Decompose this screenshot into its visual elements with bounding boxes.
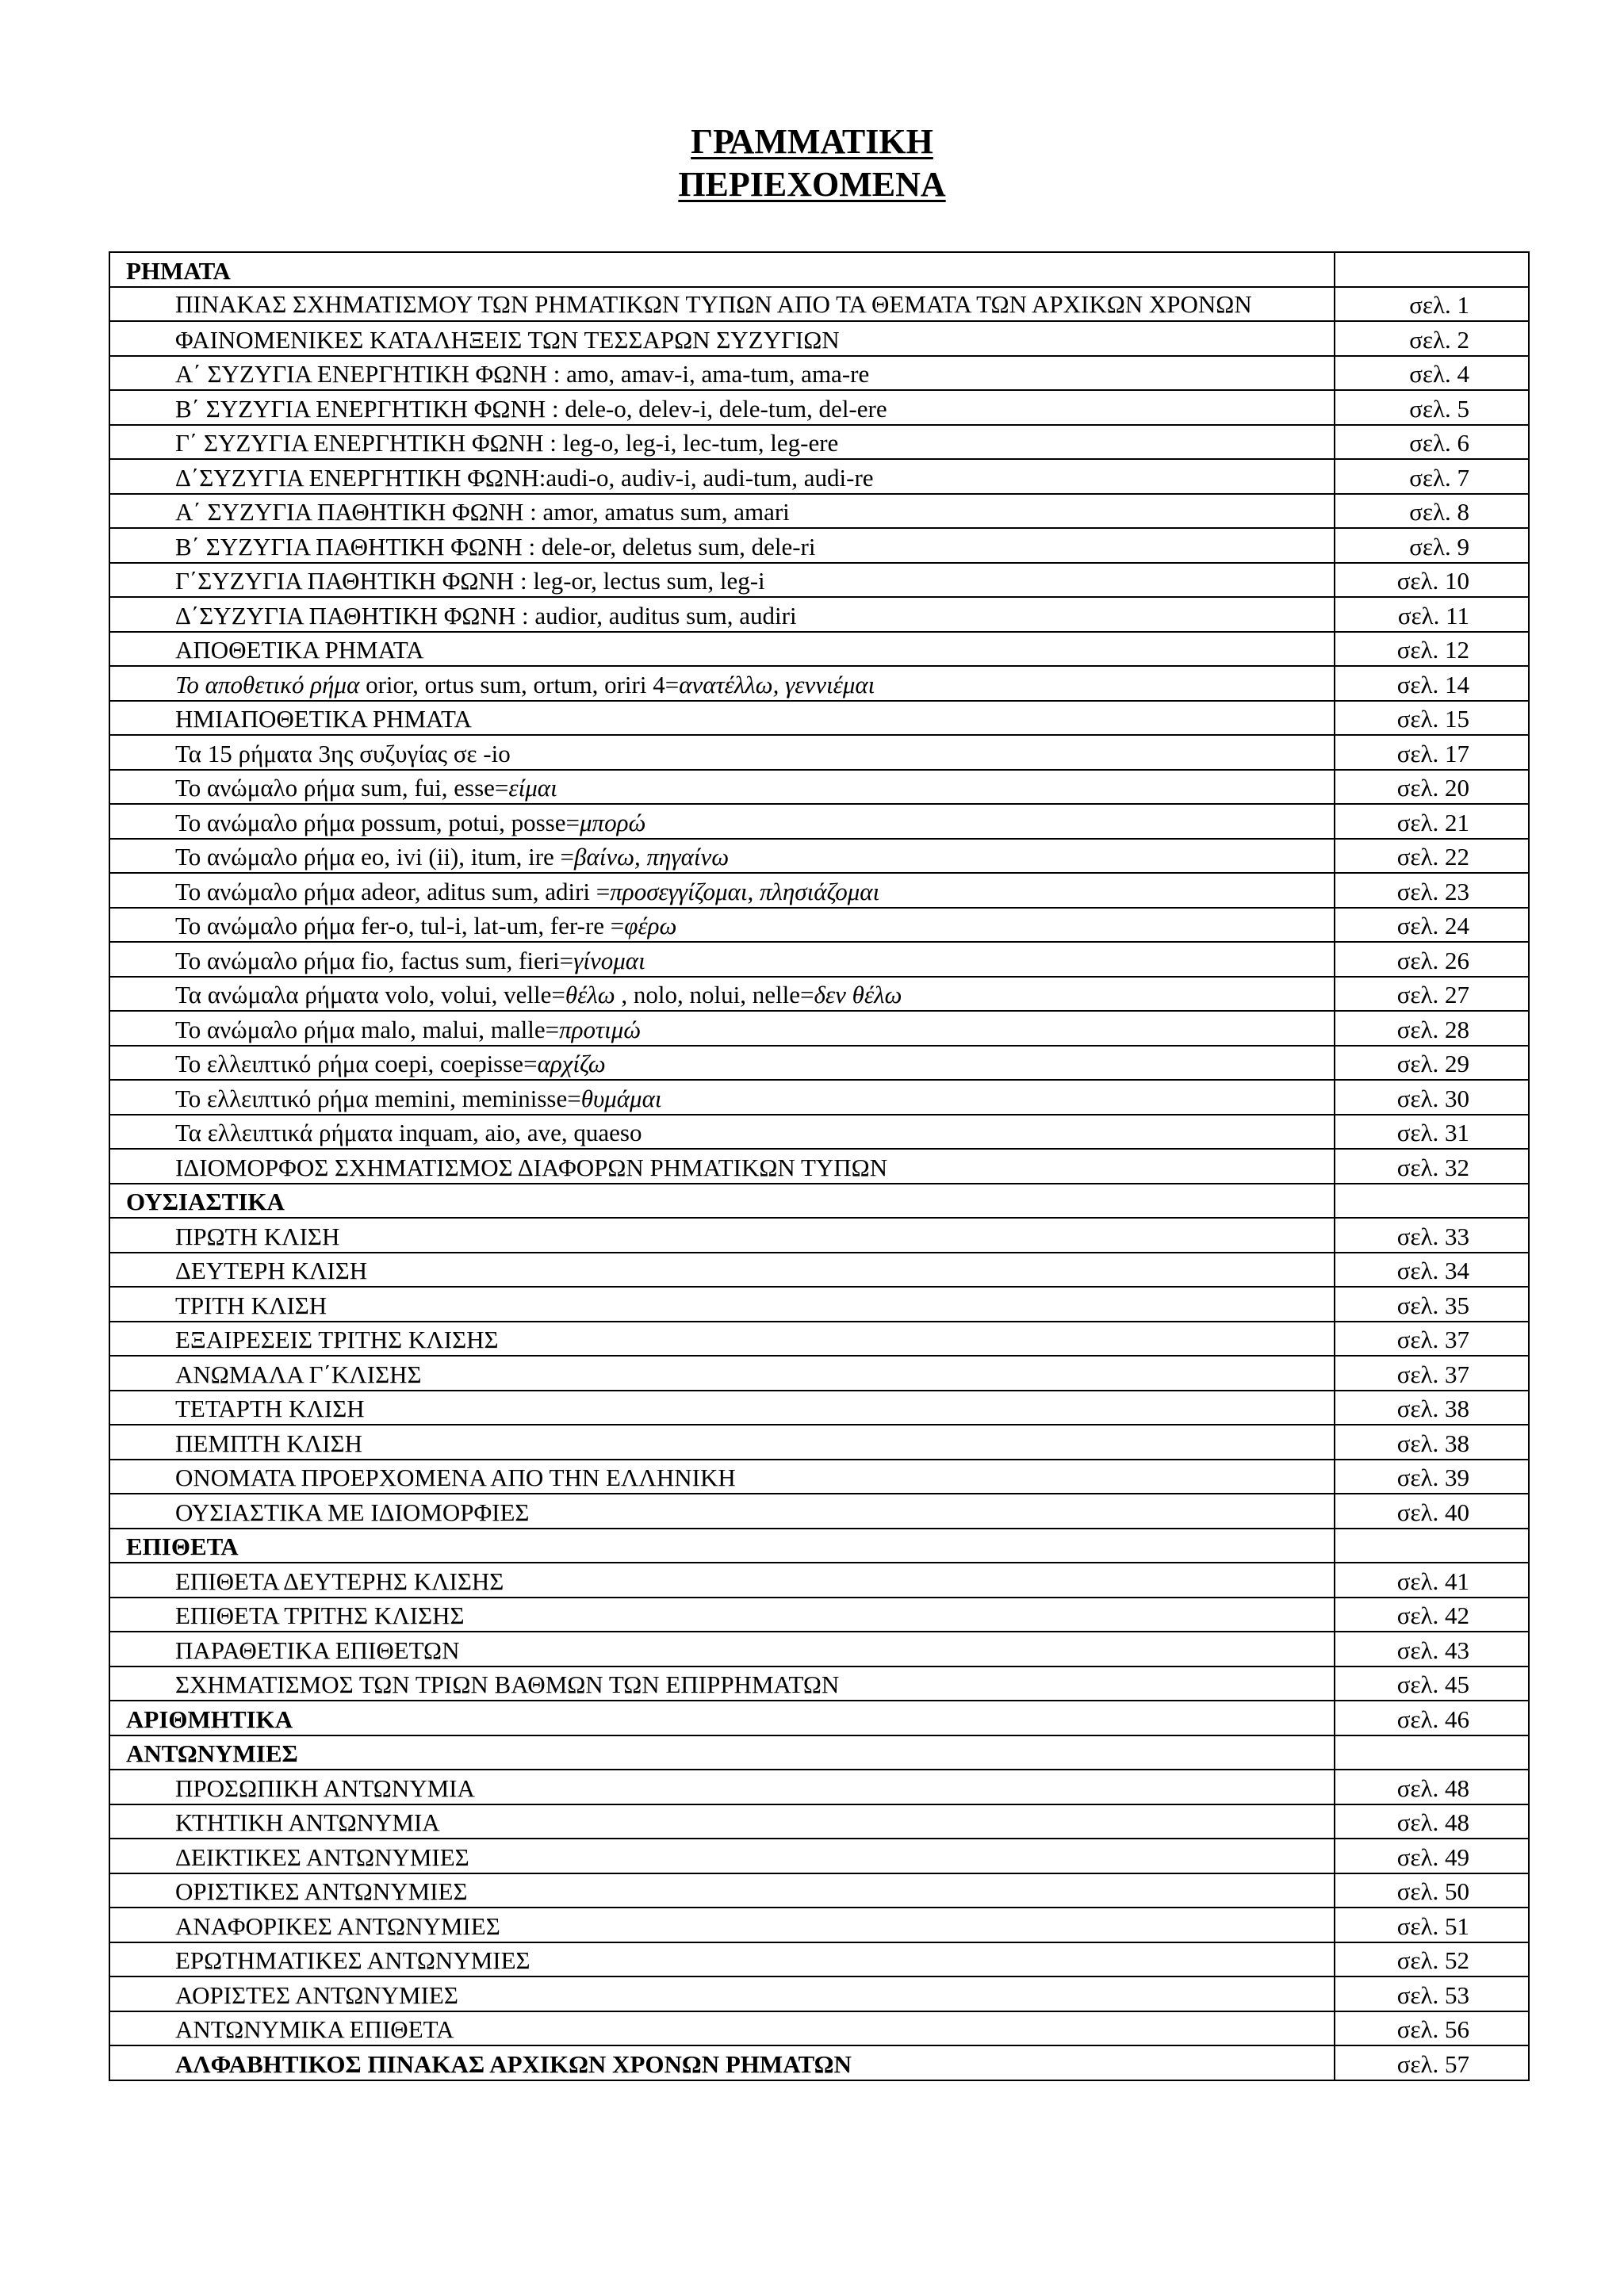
toc-entry-row: [109, 1942, 1529, 1977]
toc-page-number: σελ. 7: [1335, 459, 1529, 494]
toc-page-number: σελ. 39: [1335, 1460, 1529, 1494]
toc-entry-row: [109, 1356, 1529, 1391]
toc-entry-row: [109, 1804, 1529, 1839]
toc-entry-text: ΚΤΗΤΙΚΗ ΑΝΤΩΝΥΜΙΑ: [175, 1808, 440, 1836]
toc-entry-title: [109, 1391, 1335, 1425]
toc-entry-row: [109, 1494, 1529, 1529]
toc-entry-text: Δ΄ΣΥΖΥΓΙΑ ΠΑΘΗΤΙΚΗ ΦΩΝΗ : audior, auditus sum, audiri: [175, 601, 797, 629]
toc-entry-text: Τα ανώμαλα ρήματα volo, volui, velle=: [175, 981, 565, 1008]
toc-entry-row: [109, 390, 1529, 425]
toc-entry-title: [109, 1770, 1335, 1804]
toc-entry-text: ΑΝΑΦΟΡΙΚΕΣ ΑΝΤΩΝΥΜΙΕΣ: [175, 1911, 500, 1940]
toc-page-number: σελ. 4: [1335, 356, 1529, 391]
toc-entry-title: [109, 942, 1335, 977]
toc-page-number: σελ. 15: [1335, 701, 1529, 736]
toc-entry-title: [109, 1080, 1335, 1115]
toc-entry-title: [109, 1287, 1335, 1322]
toc-page-number: σελ. 28: [1335, 1011, 1529, 1046]
toc-page-number: σελ. 43: [1335, 1632, 1529, 1667]
toc-entry-row: [109, 2011, 1529, 2046]
toc-entry-title: [109, 1632, 1335, 1667]
toc-page-number: σελ. 56: [1335, 2011, 1529, 2046]
toc-entry-italic-text: βαίνω, πηγαίνω: [574, 843, 730, 871]
toc-entry-row: [109, 873, 1529, 908]
toc-entry-title: [109, 597, 1335, 632]
toc-entry-row: [109, 1115, 1529, 1150]
toc-entry-title: [109, 1667, 1335, 1701]
toc-page-number: σελ. 50: [1335, 1873, 1529, 1908]
toc-entry-row: [109, 1770, 1529, 1804]
toc-entry-text: Το ανώμαλο ρήμα fer-o, tul-i, lat-um, fer-re =: [175, 912, 625, 939]
toc-entry-text: Γ΄ ΣΥΖΥΓΙΑ ΕΝΕΡΓΗΤΙΚΗ ΦΩΝΗ : leg-o, leg-i, lec-tum, leg-ere: [175, 429, 839, 457]
toc-entry-text: Γ΄ΣΥΖΥΓΙΑ ΠΑΘΗΤΙΚΗ ΦΩΝΗ : leg-or, lectus sum, leg-i: [175, 567, 765, 595]
toc-entry-italic-text: προτιμώ: [559, 1015, 641, 1043]
toc-entry-row: [109, 1908, 1529, 1942]
toc-entry-text: Το ανώμαλο ρήμα fio, factus sum, fieri=: [175, 946, 574, 974]
toc-entry-title: [109, 873, 1335, 908]
toc-page-number: σελ. 49: [1335, 1839, 1529, 1873]
toc-entry-text: Το ανώμαλο ρήμα adeor, aditus sum, adiri =: [175, 877, 611, 905]
toc-entry-text: Β΄ ΣΥΖΥΓΙΑ ΠΑΘΗΤΙΚΗ ΦΩΝΗ : dele-or, deletus sum, dele-ri: [175, 532, 816, 561]
toc-page-number: σελ. 27: [1335, 977, 1529, 1012]
toc-entry-text: ΠΕΜΠΤΗ ΚΛΙΣΗ: [175, 1429, 362, 1457]
toc-entry-title: [109, 770, 1335, 805]
toc-page-number: σελ. 26: [1335, 942, 1529, 977]
toc-entry-row: [109, 770, 1529, 805]
toc-body: [109, 252, 1529, 2080]
toc-page-number: σελ. 9: [1335, 528, 1529, 563]
toc-entry-italic-text: Το αποθετικό ρήμα: [175, 670, 360, 698]
toc-entry-text: ΦΑΙΝΟΜΕΝΙΚΕΣ ΚΑΤΑΛΗΞΕΙΣ ΤΩΝ ΤΕΣΣΑΡΩΝ ΣΥΖΥΓΙΩΝ: [175, 325, 840, 354]
toc-page-number: σελ. 1: [1335, 287, 1529, 322]
toc-entry-text: Α΄ ΣΥΖΥΓΙΑ ΕΝΕΡΓΗΤΙΚΗ ΦΩΝΗ : amo, amav-i, ama-tum, ama-re: [175, 360, 870, 388]
toc-entry-row: [109, 1632, 1529, 1667]
toc-page-number: σελ. 32: [1335, 1149, 1529, 1184]
toc-entry-italic-text: θέλω: [565, 981, 615, 1008]
toc-entry-text: ΑΝΤΩΝΥΜΙΚΑ ΕΠΙΘΕΤΑ: [175, 2015, 454, 2043]
toc-entry-row: [109, 839, 1529, 874]
toc-page-number: σελ. 52: [1335, 1942, 1529, 1977]
toc-section-row: [109, 1735, 1529, 1770]
toc-entry-italic-text: αρχίζω: [537, 1050, 606, 1077]
toc-entry-italic-text: ανατέλλω, γεννιέμαι: [679, 670, 875, 698]
title-block: [0, 121, 1624, 206]
toc-entry-row: [109, 942, 1529, 977]
toc-entry-title: [109, 804, 1335, 839]
toc-entry-title: [109, 1115, 1335, 1150]
toc-entry-text: , nolo, nolui, nelle=: [615, 981, 814, 1008]
toc-page-number: σελ. 14: [1335, 666, 1529, 701]
toc-entry-row: [109, 321, 1529, 356]
toc-entry-text: Το ανώμαλο ρήμα possum, potui, posse=: [175, 808, 580, 836]
toc-entry-text: ΤΕΤΑΡΤΗ ΚΛΙΣΗ: [175, 1395, 365, 1422]
toc-page-number: σελ. 51: [1335, 1908, 1529, 1942]
toc-entry-title: [109, 1322, 1335, 1357]
toc-entry-title: [109, 1046, 1335, 1081]
toc-entry-row: [109, 1011, 1529, 1046]
toc-entry-text: ΑΛΦΑΒΗΤΙΚΟΣ ΠΙΝΑΚΑΣ ΑΡΧΙΚΩΝ ΧΡΟΝΩΝ ΡΗΜΑΤΩΝ: [175, 2049, 852, 2078]
toc-page-number: σελ. 6: [1335, 425, 1529, 460]
toc-entry-title: [109, 1598, 1335, 1632]
toc-page-number: σελ. 35: [1335, 1287, 1529, 1322]
table-of-contents: [109, 251, 1530, 2081]
toc-entry-text: ΤΡΙΤΗ ΚΛΙΣΗ: [175, 1291, 327, 1319]
toc-entry-row: [109, 425, 1529, 460]
toc-entry-row: [109, 1460, 1529, 1494]
toc-entry-text: Το ανώμαλο ρήμα malo, malui, malle=: [175, 1015, 560, 1043]
toc-page-number: σελ. 37: [1335, 1356, 1529, 1391]
toc-page-number: σελ. 23: [1335, 873, 1529, 908]
toc-entry-text: Το ανώμαλο ρήμα eo, ivi (ii), itum, ire =: [175, 843, 575, 871]
toc-entry-text: ΟΡΙΣΤΙΚΕΣ ΑΝΤΩΝΥΜΙΕΣ: [175, 1877, 468, 1905]
toc-page-number: σελ. 33: [1335, 1218, 1529, 1253]
toc-entry-row: [109, 1667, 1529, 1701]
page-title: ΓΡΑΜΜΑΤΙΚΗ: [691, 122, 933, 161]
toc-page-number: σελ. 5: [1335, 390, 1529, 425]
toc-entry-title: [109, 632, 1335, 667]
toc-entry-row: [109, 1149, 1529, 1184]
toc-page-number: σελ. 34: [1335, 1253, 1529, 1288]
toc-entry-title: [109, 528, 1335, 563]
toc-section-title: ΑΡΙΘΜΗΤΙΚΑ: [109, 1701, 1335, 1735]
toc-entry-text: ΠΙΝΑΚΑΣ ΣΧΗΜΑΤΙΣΜΟΥ ΤΩΝ ΡΗΜΑΤΙΚΩΝ ΤΥΠΩΝ ΑΠΟ ΤΑ ΘΕΜΑΤΑ ΤΩΝ ΑΡΧΙΚΩΝ ΧΡΟΝΩΝ: [175, 290, 1252, 318]
toc-entry-text: Δ΄ΣΥΖΥΓΙΑ ΕΝΕΡΓΗΤΙΚΗ ΦΩΝΗ:audi-o, audiv-i, audi-tum, audi-re: [175, 463, 874, 492]
toc-entry-title: [109, 666, 1335, 701]
toc-entry-row: [109, 1046, 1529, 1081]
toc-entry-title: [109, 1218, 1335, 1253]
toc-entry-title: [109, 1425, 1335, 1460]
toc-entry-text: ΙΔΙΟΜΟΡΦΟΣ ΣΧΗΜΑΤΙΣΜΟΣ ΔΙΑΦΟΡΩΝ ΡΗΜΑΤΙΚΩΝ ΤΥΠΩΝ: [175, 1153, 888, 1181]
toc-entry-italic-text: γίνομαι: [573, 946, 645, 974]
toc-entry-title: [109, 2011, 1335, 2046]
toc-entry-title: [109, 1873, 1335, 1908]
toc-entry-row: [109, 1287, 1529, 1322]
page-subtitle: ΠΕΡΙΕΧΟΜΕΝΑ: [678, 165, 946, 204]
toc-entry-text: Τα 15 ρήματα 3ης συζυγίας σε -io: [175, 739, 511, 767]
toc-entry-title: [109, 287, 1335, 322]
toc-page-number: [1335, 1529, 1529, 1563]
toc-entry-title: [109, 356, 1335, 391]
toc-entry-title: [109, 563, 1335, 598]
toc-entry-text: ΕΡΩΤΗΜΑΤΙΚΕΣ ΑΝΤΩΝΥΜΙΕΣ: [175, 1946, 530, 1974]
toc-entry-title: [109, 1149, 1335, 1184]
toc-page-number: σελ. 48: [1335, 1804, 1529, 1839]
toc-entry-text: ΑΟΡΙΣΤΕΣ ΑΝΤΩΝΥΜΙΕΣ: [175, 1980, 458, 2009]
toc-entry-text: Το ελλειπτικό ρήμα memini, meminisse=: [175, 1084, 581, 1112]
toc-entry-row: [109, 1976, 1529, 2011]
toc-entry-title: [109, 1011, 1335, 1046]
toc-entry-text: ΠΑΡΑΘΕΤΙΚΑ ΕΠΙΘΕΤΩΝ: [175, 1636, 460, 1664]
toc-entry-title: [109, 459, 1335, 494]
toc-page-number: σελ. 24: [1335, 908, 1529, 943]
toc-entry-row: [109, 977, 1529, 1012]
toc-entry-title: [109, 1460, 1335, 1494]
toc-entry-text: ΠΡΟΣΩΠΙΚΗ ΑΝΤΩΝΥΜΙΑ: [175, 1774, 475, 1802]
toc-entry-title: [109, 1804, 1335, 1839]
toc-entry-row: [109, 666, 1529, 701]
toc-entry-italic-text: προσεγγίζομαι, πλησιάζομαι: [610, 877, 880, 905]
toc-page-number: σελ. 17: [1335, 735, 1529, 770]
toc-page-number: σελ. 8: [1335, 494, 1529, 529]
toc-entry-title: [109, 839, 1335, 874]
toc-entry-title: [109, 425, 1335, 460]
toc-entry-row: [109, 597, 1529, 632]
toc-entry-text: orior, ortus sum, ortum, oriri 4=: [359, 670, 680, 698]
toc-entry-row: [109, 804, 1529, 839]
toc-entry-text: ΔΕΙΚΤΙΚΕΣ ΑΝΤΩΝΥΜΙΕΣ: [175, 1843, 469, 1871]
toc-entry-row: [109, 1425, 1529, 1460]
toc-entry-row: [109, 528, 1529, 563]
toc-entry-title: [109, 1976, 1335, 2011]
toc-page-number: σελ. 10: [1335, 563, 1529, 598]
toc-entry-title: [109, 1253, 1335, 1288]
toc-page-number: σελ. 31: [1335, 1115, 1529, 1150]
toc-page-number: σελ. 41: [1335, 1563, 1529, 1598]
toc-entry-row: [109, 1563, 1529, 1598]
toc-page-number: σελ. 22: [1335, 839, 1529, 874]
toc-entry-title: [109, 1356, 1335, 1391]
toc-entry-text: Το ελλειπτικό ρήμα coepi, coepisse=: [175, 1050, 538, 1077]
toc-section-row: [109, 1701, 1529, 1735]
toc-entry-text: Το ανώμαλο ρήμα sum, fui, esse=: [175, 774, 509, 802]
toc-entry-text: ΣΧΗΜΑΤΙΣΜΟΣ ΤΩΝ ΤΡΙΩΝ ΒΑΘΜΩΝ ΤΩΝ ΕΠΙΡΡΗΜΑΤΩΝ: [175, 1670, 840, 1698]
toc-section-title: ΟΥΣΙΑΣΤΙΚΑ: [109, 1184, 1335, 1219]
toc-section-title: ΑΝΤΩΝΥΜΙΕΣ: [109, 1735, 1335, 1770]
toc-entry-title: [109, 2045, 1335, 2080]
toc-entry-row: [109, 1598, 1529, 1632]
toc-page-number: σελ. 38: [1335, 1391, 1529, 1425]
toc-entry-italic-text: φέρω: [624, 912, 677, 939]
toc-entry-italic-text: δεν θέλω: [814, 981, 902, 1008]
toc-entry-text: ΑΠΟΘΕΤΙΚΑ ΡΗΜΑΤΑ: [175, 636, 424, 664]
toc-entry-title: [109, 494, 1335, 529]
toc-entry-row: [109, 1839, 1529, 1873]
toc-section-title: ΕΠΙΘΕΤΑ: [109, 1529, 1335, 1563]
toc-entry-text: ΗΜΙΑΠΟΘΕΤΙΚΑ ΡΗΜΑΤΑ: [175, 705, 472, 733]
toc-entry-row: [109, 1873, 1529, 1908]
toc-page-number: σελ. 21: [1335, 804, 1529, 839]
toc-page-number: [1335, 1735, 1529, 1770]
toc-entry-text: ΟΝΟΜΑΤΑ ΠΡΟΕΡΧΟΜΕΝΑ ΑΠΟ ΤΗΝ ΕΛΛΗΝΙΚΗ: [175, 1464, 736, 1491]
toc-entry-text: Α΄ ΣΥΖΥΓΙΑ ΠΑΘΗΤΙΚΗ ΦΩΝΗ : amor, amatus sum, amari: [175, 498, 790, 526]
toc-entry-row: [109, 1218, 1529, 1253]
toc-page-number: σελ. 42: [1335, 1598, 1529, 1632]
toc-entry-row: [109, 563, 1529, 598]
toc-entry-row: [109, 356, 1529, 391]
toc-entry-text: ΟΥΣΙΑΣΤΙΚΑ ΜΕ ΙΔΙΟΜΟΡΦΙΕΣ: [175, 1498, 530, 1526]
toc-page-number: σελ. 2: [1335, 321, 1529, 356]
toc-entry-title: [109, 1839, 1335, 1873]
toc-entry-text: ΔΕΥΤΕΡΗ ΚΛΙΣΗ: [175, 1257, 368, 1284]
toc-section-row: [109, 1184, 1529, 1219]
toc-entry-text: Β΄ ΣΥΖΥΓΙΑ ΕΝΕΡΓΗΤΙΚΗ ΦΩΝΗ : dele-o, delev-i, dele-tum, del-ere: [175, 394, 887, 423]
toc-entry-italic-text: είμαι: [508, 774, 557, 802]
toc-page-number: σελ. 46: [1335, 1701, 1529, 1735]
toc-entry-row: [109, 1253, 1529, 1288]
toc-entry-text: ΑΝΩΜΑΛΑ Γ΄ΚΛΙΣΗΣ: [175, 1360, 422, 1388]
toc-entry-row: [109, 494, 1529, 529]
toc-entry-text: Τα ελλειπτικά ρήματα inquam, aio, ave, quaeso: [175, 1119, 642, 1146]
toc-entry-title: [109, 701, 1335, 736]
toc-entry-row: [109, 459, 1529, 494]
toc-entry-row: [109, 1391, 1529, 1425]
toc-entry-row: [109, 632, 1529, 667]
toc-page-number: σελ. 48: [1335, 1770, 1529, 1804]
toc-entry-title: [109, 1494, 1335, 1529]
toc-section-row: [109, 252, 1529, 287]
toc-page-number: σελ. 30: [1335, 1080, 1529, 1115]
toc-entry-title: [109, 977, 1335, 1012]
toc-entry-italic-text: θυμάμαι: [580, 1084, 662, 1112]
toc-entry-title: [109, 908, 1335, 943]
toc-entry-text: ΕΞΑΙΡΕΣΕΙΣ ΤΡΙΤΗΣ ΚΛΙΣΗΣ: [175, 1326, 499, 1353]
toc-entry-title: [109, 1942, 1335, 1977]
toc-entry-title: [109, 390, 1335, 425]
toc-page-number: [1335, 252, 1529, 287]
toc-entry-text: ΕΠΙΘΕΤΑ ΤΡΙΤΗΣ ΚΛΙΣΗΣ: [175, 1601, 465, 1629]
toc-entry-row: [109, 908, 1529, 943]
toc-page-number: σελ. 37: [1335, 1322, 1529, 1357]
toc-page-number: σελ. 20: [1335, 770, 1529, 805]
toc-entry-italic-text: μπορώ: [580, 808, 646, 836]
toc-entry-row: [109, 1322, 1529, 1357]
toc-entry-row: [109, 2045, 1529, 2080]
toc-page-number: σελ. 29: [1335, 1046, 1529, 1081]
toc-page-number: [1335, 1184, 1529, 1219]
toc-entry-text: ΠΡΩΤΗ ΚΛΙΣΗ: [175, 1222, 340, 1250]
toc-page-number: σελ. 45: [1335, 1667, 1529, 1701]
toc-page-number: σελ. 53: [1335, 1976, 1529, 2011]
toc-page-number: σελ. 57: [1335, 2045, 1529, 2080]
toc-section-title: ΡΗΜΑΤΑ: [109, 252, 1335, 287]
toc-entry-title: [109, 1563, 1335, 1598]
toc-entry-title: [109, 321, 1335, 356]
toc-entry-title: [109, 1908, 1335, 1942]
toc-page-number: σελ. 40: [1335, 1494, 1529, 1529]
toc-page-number: σελ. 11: [1335, 597, 1529, 632]
toc-entry-text: ΕΠΙΘΕΤΑ ΔΕΥΤΕΡΗΣ ΚΛΙΣΗΣ: [175, 1567, 504, 1595]
toc-entry-title: [109, 735, 1335, 770]
toc-page-number: σελ. 12: [1335, 632, 1529, 667]
toc-entry-row: [109, 735, 1529, 770]
toc-entry-row: [109, 701, 1529, 736]
toc-page-number: σελ. 38: [1335, 1425, 1529, 1460]
toc-entry-row: [109, 287, 1529, 322]
toc-section-row: [109, 1529, 1529, 1563]
toc-entry-row: [109, 1080, 1529, 1115]
